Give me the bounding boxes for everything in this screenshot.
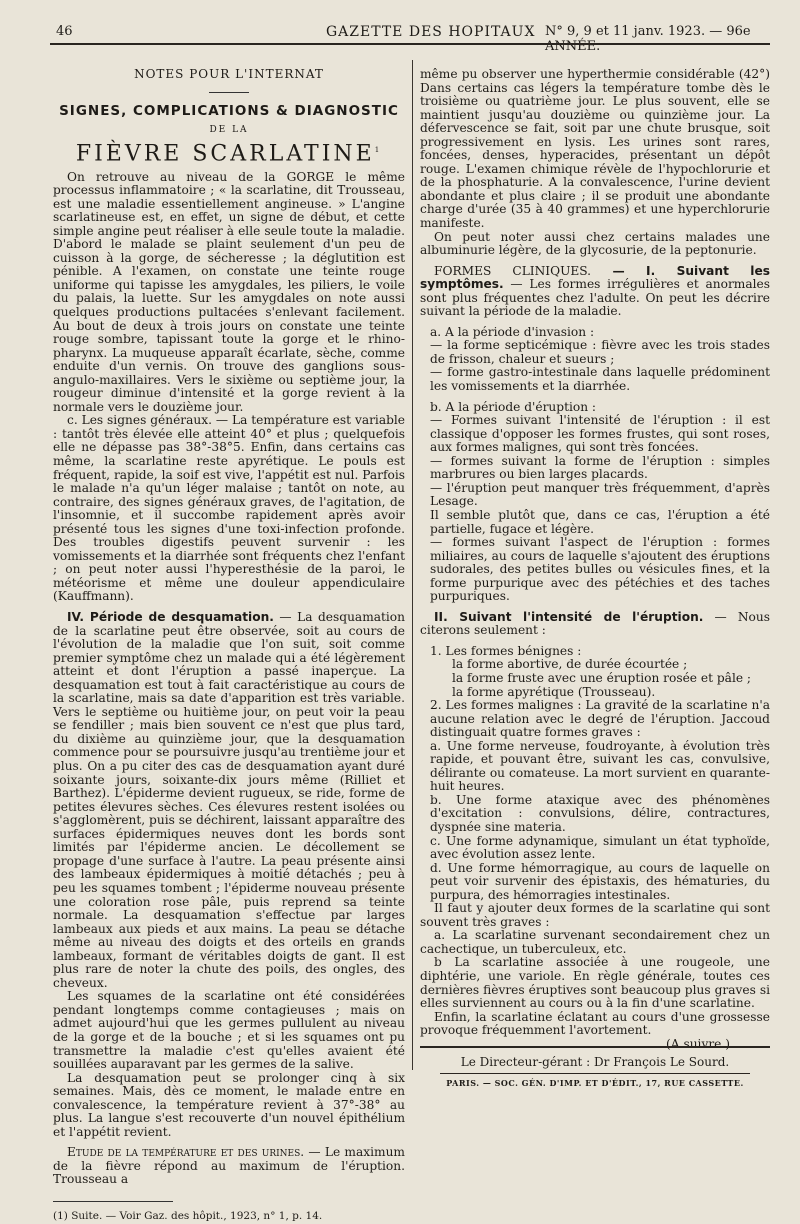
list-item: Il semble plutôt que, dans ce cas, l'éruption a été partielle, fugace et légère. — [430, 507, 770, 536]
paragraph-temperature: Etude de la température et des urines. — Le maximum de la fièvre répond au maximum de l'éruption. Trousseau a — [53, 1145, 405, 1187]
list-item: 2. Les formes malignes : La gravité de la scarlatine n'a aucune relation avec le degré de l'éruption. Jaccoud distinguait quatre formes graves : — [430, 698, 770, 740]
invasion-list — [420, 326, 770, 604]
to-be-continued: (A suivre.) — [666, 1036, 730, 1051]
paragraph-associee: b La scarlatine associée à une rougeole, une diphtérie, une variole. En règle générale, toutes ces dernières fièvres éruptives sont beaucoup plus graves si elles surviennent au cours ou à la fin d'une scarlatine. — [420, 955, 770, 1011]
list-item: d. Une forme hémorragique, au cours de laquelle on peut voir survenir des épistaxis, des hématuries, du purpura, des hémorragies intestinales. — [430, 860, 770, 902]
article-title-line1: SIGNES, COMPLICATIONS & DIAGNOSTIC — [59, 102, 399, 119]
list-item: — formes suivant l'aspect de l'éruption : formes miliaires, au cours de laquelle s'ajoutent des éruptions sudorales, des petites bulles ou vésicules fines, et la forme purpurique avec des pétéchies et des taches purpuriques. — [430, 535, 770, 604]
paragraph-intensite: II. Suivant l'intensité de l'éruption. — Nous citerons seulement : — [420, 609, 770, 638]
header-rule — [50, 43, 770, 45]
paragraph-grossesse: Enfin, la scarlatine éclatant au cours d'une grossesse provoque fréquemment l'avortement. — [420, 1009, 770, 1038]
article-title-line3: FIÈVRE SCARLATINE$^1$ — [75, 140, 383, 166]
journal-title: GAZETTE DES HOPITAUX — [326, 24, 536, 40]
list-item: — formes suivant la forme de l'éruption : simples marbrures ou bien larges placards. — [430, 453, 770, 482]
paragraph-formes-cliniques: FORMES CLINIQUES. — I. Suivant les symptômes. — Les formes irrégulières et anormales sont plus fréquentes chez l'adulte. On peut les décrire suivant la période de la maladie. — [420, 263, 770, 319]
printer-rule — [440, 1073, 750, 1074]
list-item: la forme apyrétique (Trousseau). — [452, 684, 656, 699]
column-divider — [412, 60, 413, 1070]
benign-list — [420, 645, 770, 902]
list-item: la forme fruste avec une éruption rosée et pâle ; — [452, 670, 752, 685]
title-footnote-mark: 1 — [374, 145, 383, 154]
article-title-line2: DE LA — [209, 125, 249, 136]
gerant-line: Le Directeur-gérant : Dr François Le Sourd. — [460, 1055, 730, 1069]
footer-rule — [420, 1046, 770, 1048]
list-item: — Formes suivant l'intensité de l'éruption : il est classique d'opposer les formes frustes, qui sont roses, aux formes malignes, qui sont très foncées. — [430, 413, 770, 455]
list-item: b. Une forme ataxique avec des phénomènes d'excitation : convulsions, délire, contractures, dyspnée sine materia. — [430, 792, 770, 834]
list-item: a. A la période d'invasion : — [430, 324, 595, 339]
left-column — [53, 68, 405, 1224]
paragraph-hyperthermie: même pu observer une hyperthermie considérable (42°) Dans certains cas légers la température tombe dès le troisième ou quatrième jour. Le plus souvent, elle se maintient jusqu'au douzième ou quinzième jour. La défervescence se fait, soit par une chute brusque, soit progressivement en lysis. Les urines sont rares, foncées, denses, hyperacides, présentant un dépôt rouge. L'examen chimique révèle de l'hypochlorurie et de la phosphaturie. A la convalescence, l'urine devient abondante et plus claire ; il se produit une abondante charge d'urée (35 à 40 grammes) et une hyperchlorurie manifeste. — [420, 67, 770, 231]
paragraph-deux-formes: Il faut y ajouter deux formes de la scarlatine qui sont souvent très graves : — [420, 901, 770, 929]
list-item: la forme abortive, de durée écourtée ; — [452, 657, 688, 672]
list-item: c. Une forme adynamique, simulant un état typhoïde, avec évolution assez lente. — [430, 833, 770, 862]
issue-info: N° 9, 9 et 11 janv. 1923. — 96e ANNÉE. — [545, 24, 751, 54]
heading-temperature: Etude de la température et des urines. — [67, 1145, 305, 1160]
right-column — [420, 68, 770, 1051]
paragraph-desquamation: IV. Période de desquamation. — La desquamation de la scarlatine peut être observée, soit au cours de l'évolution de la maladie que l'on suit, soit comme premier symptôme chez un malade qui a été légèrement atteint et dont l'éruption a passé inaperçue. La desquamation est tout à fait caractéristique au cours de la scarlatine, mais sa date d'apparition est très variable. Vers le septième ou huitième jour, on peut voir la peau se fendiller ; mais bien souvent ce n'est que plus tard, du dixième au quinzième jour, que la desquamation commence pour se poursuivre jusqu'au trentième jour et plus. On a pu citer des cas de desquamation ayant duré soixante jours, soixante-dix jours même (Rilliet et Barthez). L'épiderme devient rugueux, se ride, forme de petites élevures sèches. Ces élevures restent isolées ou s'agglomèrent, puis se déchirent, laissant apparaître des surfaces épidermiques neuves dont les bords sont limités par l'épiderme ancien. Le décollement se propage d'une surface à l'autre. La peau présente ainsi des lambeaux épidermiques à moitié détachés ; peu à peu les squames tombent ; l'épiderme nouveau présente une coloration rose pâle, puis reprend sa teinte normale. La desquamation s'effectue par larges lambeaux aux pieds et aux mains. La peau se détache même au niveau des doigts et des orteils en grands lambeaux, formant de véritables doigts de gant. Il est plus rare de noter la chute des poils, des ongles, des cheveux. — [53, 610, 405, 990]
list-item: — l'éruption peut manquer très fréquemment, d'après Lesage. — [430, 480, 770, 509]
footnote: (1) Suite. — Voir Gaz. des hôpit., 1923, n° 1, p. 14. — [53, 1209, 323, 1222]
heading-intensite: II. Suivant l'intensité de l'éruption. — [434, 609, 704, 624]
paragraph-signes-generaux: c. Les signes généraux. — La température est variable : tantôt très élevée elle atteint 40° et plus ; quelquefois elle ne dépasse pas 38°-38°5. Enfin, dans certains cas même, la scarlatine reste apyrétique. Le pouls est fréquent, rapide, la soif est vive, l'appétit est nul. Parfois le malade n'a qu'un léger malaise ; tantôt on note, au contraire, des signes généraux graves, de l'agitation, de l'insomnie, et il succombe rapidement après avoir présenté tous les signes d'une toxi-infection profonde. Des troubles digestifs peuvent survenir : les vomissements et la diarrhée sont fréquents chez l'enfant ; on peut noter aussi l'hyperesthésie de la paroi, le météorisme et même une douleur appendiculaire (Kauffmann). — [53, 413, 405, 604]
heading-symptomes: — I. Suivant les symptômes. — [420, 263, 770, 292]
list-item: — forme gastro-intestinale dans laquelle prédominent les vomissements et la diarrhée. — [430, 365, 770, 394]
heading-desquamation: IV. Période de desquamation. — [67, 610, 274, 625]
paragraph-cachectique: a. La scarlatine survenant secondairement chez un cachectique, un tuberculeux, etc. — [420, 928, 770, 956]
paragraph-convalescence: La desquamation peut se prolonger cinq à six semaines. Mais, dès ce moment, le malade entre en convalescence, la température revient à 37°-38° au plus. La langue s'est recouverte d'un nouvel épithélium et l'appétit revient. — [53, 1070, 405, 1139]
list-item: a. Une forme nerveuse, foudroyante, à évolution très rapide, et pouvant être, suivant les cas, convulsive, délirante ou comateuse. La mort survient en quarante-huit heures. — [430, 738, 770, 794]
heading-formes-cliniques: FORMES CLINIQUES. — [434, 263, 592, 278]
paragraph-squames: Les squames de la scarlatine ont été considérées pendant longtemps comme contagieuses ; mais on admet aujourd'hui que les germes pullulent au niveau de la gorge et de la bouche ; et si les squames ont pu transmettre la maladie c'est qu'elles avaient été souillées auparavant par les germes de la salive. — [53, 989, 405, 1072]
printer-line: PARIS. — SOC. GÉN. D'IMP. ET D'ÉDIT., 17, RUE CASSETTE. — [446, 1078, 744, 1088]
page-number: 46 — [56, 24, 73, 39]
list-item: b. A la période d'éruption : — [430, 399, 597, 414]
footnote-rule — [53, 1201, 173, 1202]
section-heading: NOTES POUR L'INTERNAT — [134, 67, 324, 81]
paragraph-albuminurie: On peut noter aussi chez certains malades une albuminurie légère, de la glycosurie, de la peptonurie. — [420, 229, 770, 258]
list-item: — la forme septicémique : fièvre avec les trois stades de frisson, chaleur et sueurs ; — [430, 338, 770, 366]
list-item: 1. Les formes bénignes : — [430, 643, 582, 658]
paragraph-gorge: On retrouve au niveau de la GORGE le même processus inflammatoire ; « la scarlatine, dit Trousseau, est une maladie essentiellement angineuse. » L'angine scarlatineuse est, en effet, un signe de début, et cette simple angine peut réaliser à elle seule toute la maladie. D'abord le malade se plaint seulement d'un peu de cuisson à la gorge, de sécheresse ; la déglutition est pénible. A l'examen, on constate une teinte rouge uniforme qui tapisse les amygdales, les piliers, le voile du palais, la luette. Sur les amygdales on note aussi quelques productions pultacées s'enlevant facilement. Au bout de deux à trois jours on constate une teinte rouge sombre, tapissant toute la gorge et le rhino-pharynx. La muqueuse apparaît écarlate, sèche, comme enduite d'un vernis. On trouve des ganglions sous-angulo-maxillaires. Vers le sixième ou septième jour, la rougeur diminue d'intensité et la gorge revient à la normale vers le douzième jour. — [53, 169, 405, 414]
title-rule — [209, 92, 249, 93]
